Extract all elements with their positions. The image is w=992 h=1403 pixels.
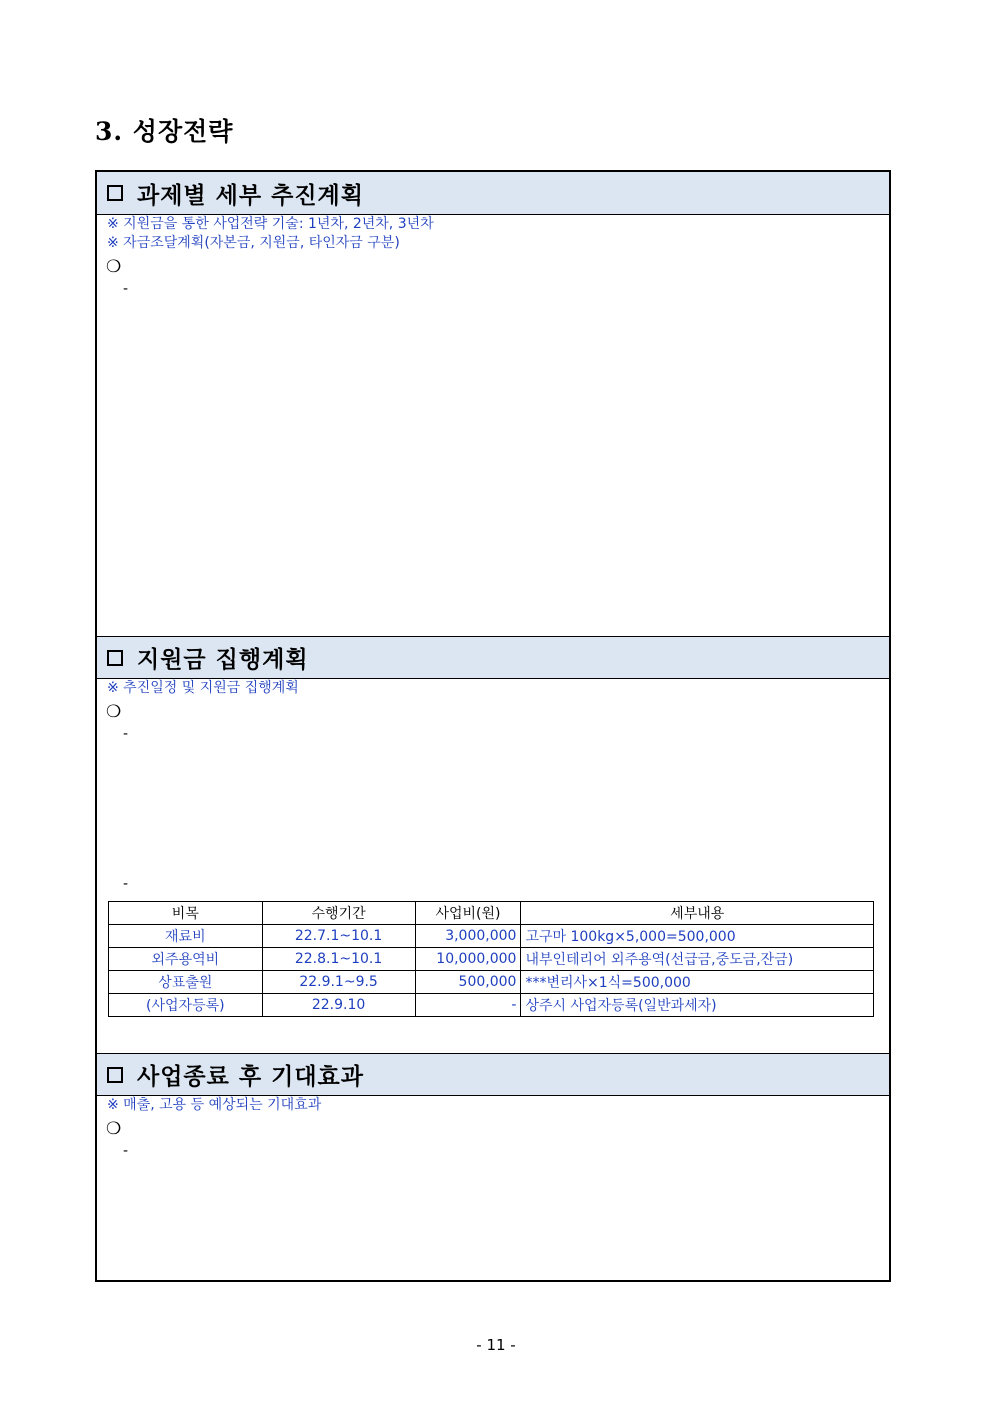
guide-note: ※ 지원금을 통한 사업전략 기술: 1년차, 2년차, 3년차 — [107, 216, 434, 232]
table-header-row — [109, 902, 874, 925]
section-heading-text: 과제별 세부 추진계획 — [137, 182, 364, 209]
table-row — [109, 971, 874, 994]
circle-bullet-icon: ❍ — [106, 702, 122, 722]
table-cell: - — [415, 994, 521, 1017]
page-number: - 11 - — [476, 1336, 516, 1354]
table-row — [109, 994, 874, 1017]
table-cell: 내부인테리어 외주용역(선급금,중도금,잔금) — [521, 948, 874, 971]
guide-note: ※ 추진일정 및 지원금 집행계획 — [107, 680, 299, 696]
table-header: 사업비(원) — [415, 902, 521, 925]
table-cell: 재료비 — [109, 925, 263, 948]
table-header: 세부내용 — [521, 902, 874, 925]
table-row — [109, 948, 874, 971]
checkbox-square-icon — [107, 185, 123, 201]
section-heading-text: 사업종료 후 기대효과 — [137, 1064, 364, 1090]
circle-bullet-icon: ❍ — [106, 1119, 122, 1139]
table-cell: 22.8.1~10.1 — [262, 948, 415, 971]
table-cell: 3,000,000 — [415, 925, 521, 948]
table-cell: 500,000 — [415, 971, 521, 994]
dash-item: - — [123, 726, 129, 742]
section-heading — [97, 172, 889, 215]
table-header: 비목 — [109, 902, 263, 925]
table-row — [109, 925, 874, 948]
checkbox-square-icon — [107, 650, 123, 666]
table-cell: 10,000,000 — [415, 948, 521, 971]
section-detailed-plan — [97, 172, 889, 299]
table-header: 수행기간 — [262, 902, 415, 925]
dash-item: - — [123, 876, 129, 892]
section-heading — [97, 1053, 889, 1096]
section-subsidy-plan — [97, 636, 889, 1014]
table-cell: 고구마 100kg×5,000=500,000 — [521, 925, 874, 948]
table-cell: 외주용역비 — [109, 948, 263, 971]
table-cell: 상표출원 — [109, 971, 263, 994]
expense-table — [108, 901, 874, 1017]
page-title: 3. 성장전략 — [95, 117, 234, 146]
table-cell: 22.9.1~9.5 — [262, 971, 415, 994]
checkbox-square-icon — [107, 1067, 123, 1083]
section-heading — [97, 636, 889, 679]
section-heading-text: 지원금 집행계획 — [137, 647, 309, 673]
table-cell: 22.7.1~10.1 — [262, 925, 415, 948]
table-cell: ***변리사×1식=500,000 — [521, 971, 874, 994]
table-cell: 상주시 사업자등록(일반과세자) — [521, 994, 874, 1017]
guide-note: ※ 매출, 고용 등 예상되는 기대효과 — [107, 1097, 322, 1113]
guide-note: ※ 자금조달계획(자본금, 지원금, 타인자금 구분) — [107, 235, 400, 251]
strategy-frame — [95, 170, 891, 1282]
dash-item: - — [123, 281, 129, 297]
table-cell: (사업자등록) — [109, 994, 263, 1017]
circle-bullet-icon: ❍ — [106, 257, 122, 277]
dash-item: - — [123, 1143, 129, 1159]
section-expected-effect — [97, 1053, 889, 1161]
table-cell: 22.9.10 — [262, 994, 415, 1017]
